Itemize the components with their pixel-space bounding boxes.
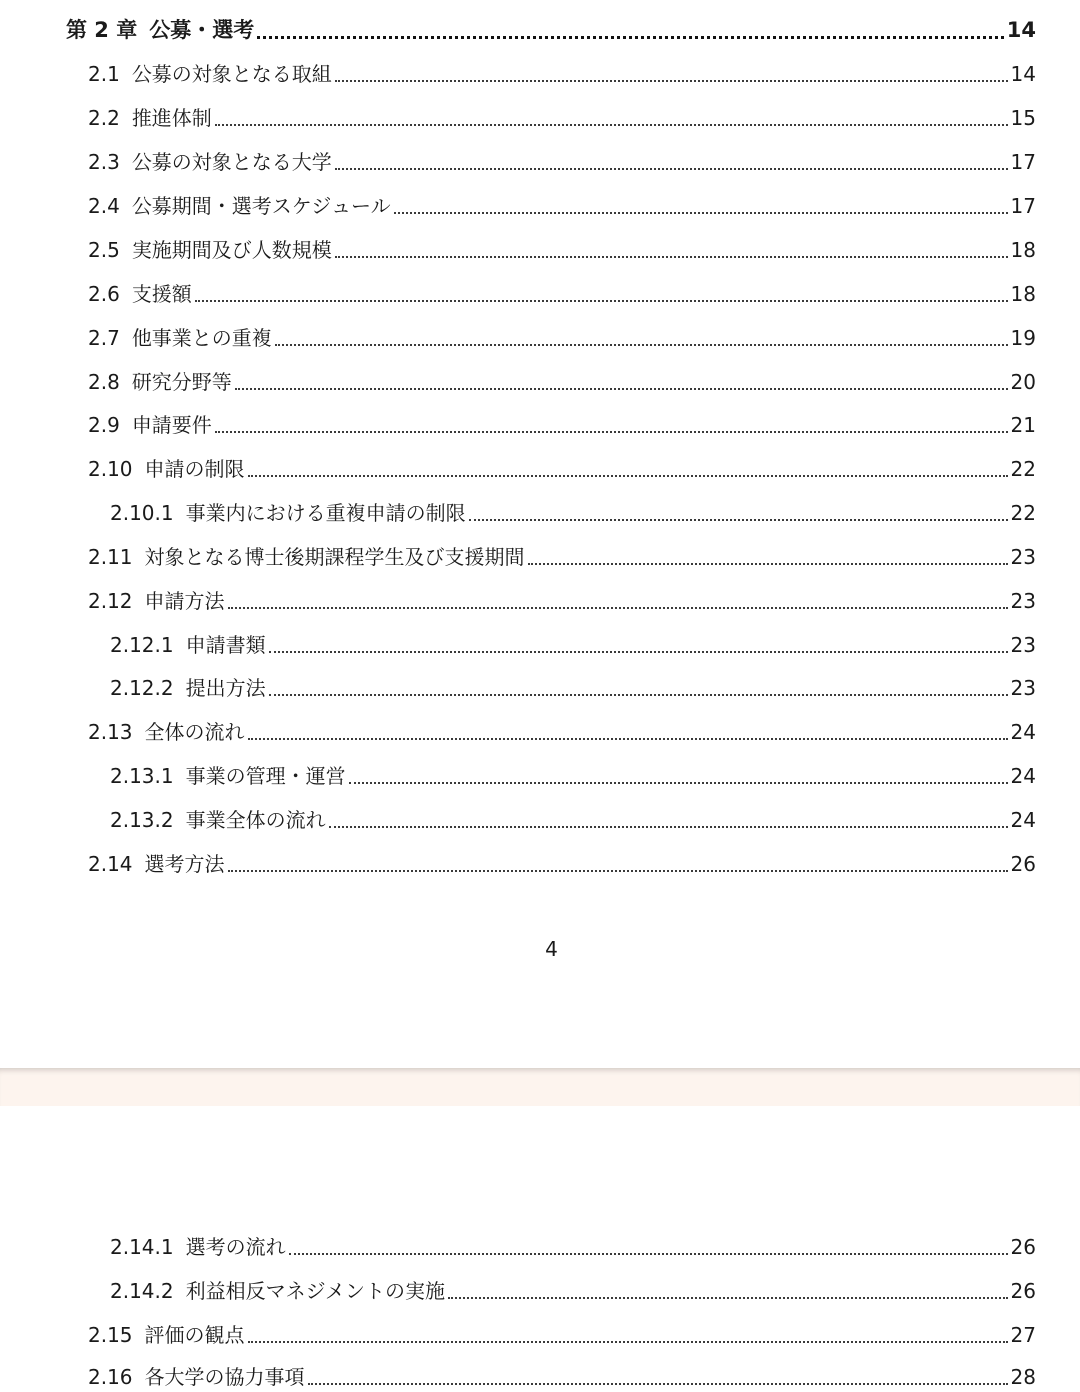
entry-number: 2.12.2	[110, 676, 174, 700]
entry-number: 2.13.1	[110, 764, 174, 788]
entry-page: 26	[1010, 1235, 1036, 1259]
toc-entry[interactable]	[88, 542, 1036, 572]
toc-subentry[interactable]	[110, 761, 1036, 791]
entry-title: 研究分野等	[131, 370, 232, 394]
entry-page: 23	[1010, 633, 1036, 657]
entry-page: 27	[1010, 1323, 1036, 1347]
entry-number: 2.10.1	[110, 501, 174, 525]
toc-subentry[interactable]	[110, 498, 1036, 528]
entry-title: 評価の観点	[144, 1323, 245, 1347]
entry-number: 2.8	[88, 370, 120, 394]
entry-page: 14	[1010, 62, 1036, 86]
toc-subentry[interactable]	[110, 1276, 1036, 1306]
dot-leader	[215, 124, 1008, 126]
page-separator	[0, 1068, 1080, 1106]
page-number: 4	[545, 937, 558, 961]
entry-number: 2.14	[88, 852, 133, 876]
dot-leader	[195, 300, 1008, 302]
toc-entry[interactable]	[88, 410, 1036, 440]
chapter-page: 14	[1006, 18, 1036, 42]
entry-number: 2.5	[88, 238, 120, 262]
entry-number: 2.1	[88, 62, 120, 86]
entry-number: 2.7	[88, 326, 120, 350]
document-page-5	[0, 1106, 1080, 1392]
dot-leader	[235, 388, 1008, 390]
entry-page: 18	[1010, 238, 1036, 262]
entry-number: 2.11	[88, 545, 133, 569]
toc-entry[interactable]	[88, 191, 1036, 221]
entry-title: 対象となる博士後期課程学生及び支援期間	[144, 545, 525, 569]
entry-number: 2.2	[88, 106, 120, 130]
toc-subentry[interactable]	[110, 630, 1036, 660]
dot-leader	[228, 607, 1008, 609]
entry-page: 23	[1010, 545, 1036, 569]
entry-page: 17	[1010, 150, 1036, 174]
entry-page: 24	[1010, 808, 1036, 832]
dot-leader	[469, 519, 1008, 521]
toc-subentry[interactable]	[110, 1232, 1036, 1262]
dot-leader	[528, 563, 1008, 565]
chapter-label: 第 2 章	[66, 18, 138, 42]
toc-entry[interactable]	[88, 586, 1036, 616]
entry-number: 2.12	[88, 589, 133, 613]
entry-title: 利益相反マネジメントの実施	[185, 1279, 446, 1303]
dot-leader	[228, 870, 1008, 872]
entry-number: 2.9	[88, 413, 120, 437]
dot-leader	[349, 782, 1008, 784]
toc-entry[interactable]	[88, 367, 1036, 397]
entry-number: 2.14.1	[110, 1235, 174, 1259]
entry-title: 選考の流れ	[185, 1235, 286, 1259]
entry-page: 23	[1010, 676, 1036, 700]
entry-title: 事業の管理・運営	[185, 764, 346, 788]
toc-entry[interactable]	[88, 323, 1036, 353]
entry-title: 公募期間・選考スケジュール	[131, 194, 391, 218]
entry-number: 2.13	[88, 720, 133, 744]
entry-number: 2.10	[88, 457, 133, 481]
entry-page: 18	[1010, 282, 1036, 306]
dot-leader	[248, 738, 1008, 740]
entry-title: 公募の対象となる大学	[131, 150, 332, 174]
entry-number: 2.12.1	[110, 633, 174, 657]
dot-leader	[448, 1297, 1008, 1299]
dot-leader	[269, 651, 1008, 653]
entry-page: 22	[1010, 501, 1036, 525]
entry-number: 2.14.2	[110, 1279, 174, 1303]
dot-leader	[215, 431, 1008, 433]
dot-leader	[257, 36, 1004, 39]
toc-entry[interactable]	[88, 717, 1036, 747]
entry-page: 28	[1010, 1365, 1036, 1389]
entry-number: 2.3	[88, 150, 120, 174]
entry-page: 20	[1010, 370, 1036, 394]
entry-page: 26	[1010, 1279, 1036, 1303]
entry-title: 他事業との重複	[131, 326, 272, 350]
entry-page: 19	[1010, 326, 1036, 350]
entry-title: 申請書類	[185, 633, 266, 657]
dot-leader	[335, 256, 1008, 258]
entry-number: 2.6	[88, 282, 120, 306]
dot-leader	[248, 1341, 1008, 1343]
entry-page: 24	[1010, 764, 1036, 788]
dot-leader	[269, 694, 1008, 696]
entry-title: 提出方法	[185, 676, 266, 700]
entry-number: 2.4	[88, 194, 120, 218]
dot-leader	[335, 168, 1008, 170]
entry-page: 17	[1010, 194, 1036, 218]
toc-entry[interactable]	[88, 849, 1036, 879]
entry-page: 23	[1010, 589, 1036, 613]
entry-title: 各大学の協力事項	[144, 1365, 305, 1389]
chapter-title: 公募・選考	[149, 18, 255, 42]
dot-leader	[275, 344, 1008, 346]
dot-leader	[329, 826, 1008, 828]
entry-title: 事業全体の流れ	[185, 808, 326, 832]
toc-subentry[interactable]	[110, 673, 1036, 703]
entry-number: 2.15	[88, 1323, 133, 1347]
entry-title: 事業内における重複申請の制限	[185, 501, 466, 525]
entry-page: 15	[1010, 106, 1036, 130]
toc-entry[interactable]	[88, 454, 1036, 484]
entry-page: 21	[1010, 413, 1036, 437]
entry-title: 推進体制	[131, 106, 212, 130]
toc-entry[interactable]	[88, 147, 1036, 177]
dot-leader	[248, 475, 1008, 477]
entry-number: 2.16	[88, 1365, 133, 1389]
toc-entry[interactable]	[88, 1320, 1036, 1350]
entry-page: 24	[1010, 720, 1036, 744]
toc-entry[interactable]	[88, 279, 1036, 309]
entry-title: 申請方法	[144, 589, 225, 613]
toc-chapter-2[interactable]	[66, 15, 1036, 45]
entry-title: 申請の制限	[144, 457, 245, 481]
entry-title: 公募の対象となる取組	[131, 62, 332, 86]
toc-entry[interactable]	[88, 235, 1036, 265]
entry-title: 全体の流れ	[144, 720, 245, 744]
toc-entry[interactable]	[88, 1362, 1036, 1392]
entry-title: 選考方法	[144, 852, 225, 876]
toc-entry[interactable]	[88, 59, 1036, 89]
entry-title: 実施期間及び人数規模	[131, 238, 332, 262]
entry-page: 22	[1010, 457, 1036, 481]
dot-leader	[335, 80, 1008, 82]
toc-entry[interactable]	[88, 103, 1036, 133]
toc-subentry[interactable]	[110, 805, 1036, 835]
entry-title: 申請要件	[131, 413, 212, 437]
entry-title: 支援額	[131, 282, 192, 306]
entry-page: 26	[1010, 852, 1036, 876]
dot-leader	[308, 1383, 1008, 1385]
dot-leader	[289, 1253, 1008, 1255]
entry-number: 2.13.2	[110, 808, 174, 832]
dot-leader	[394, 212, 1008, 214]
